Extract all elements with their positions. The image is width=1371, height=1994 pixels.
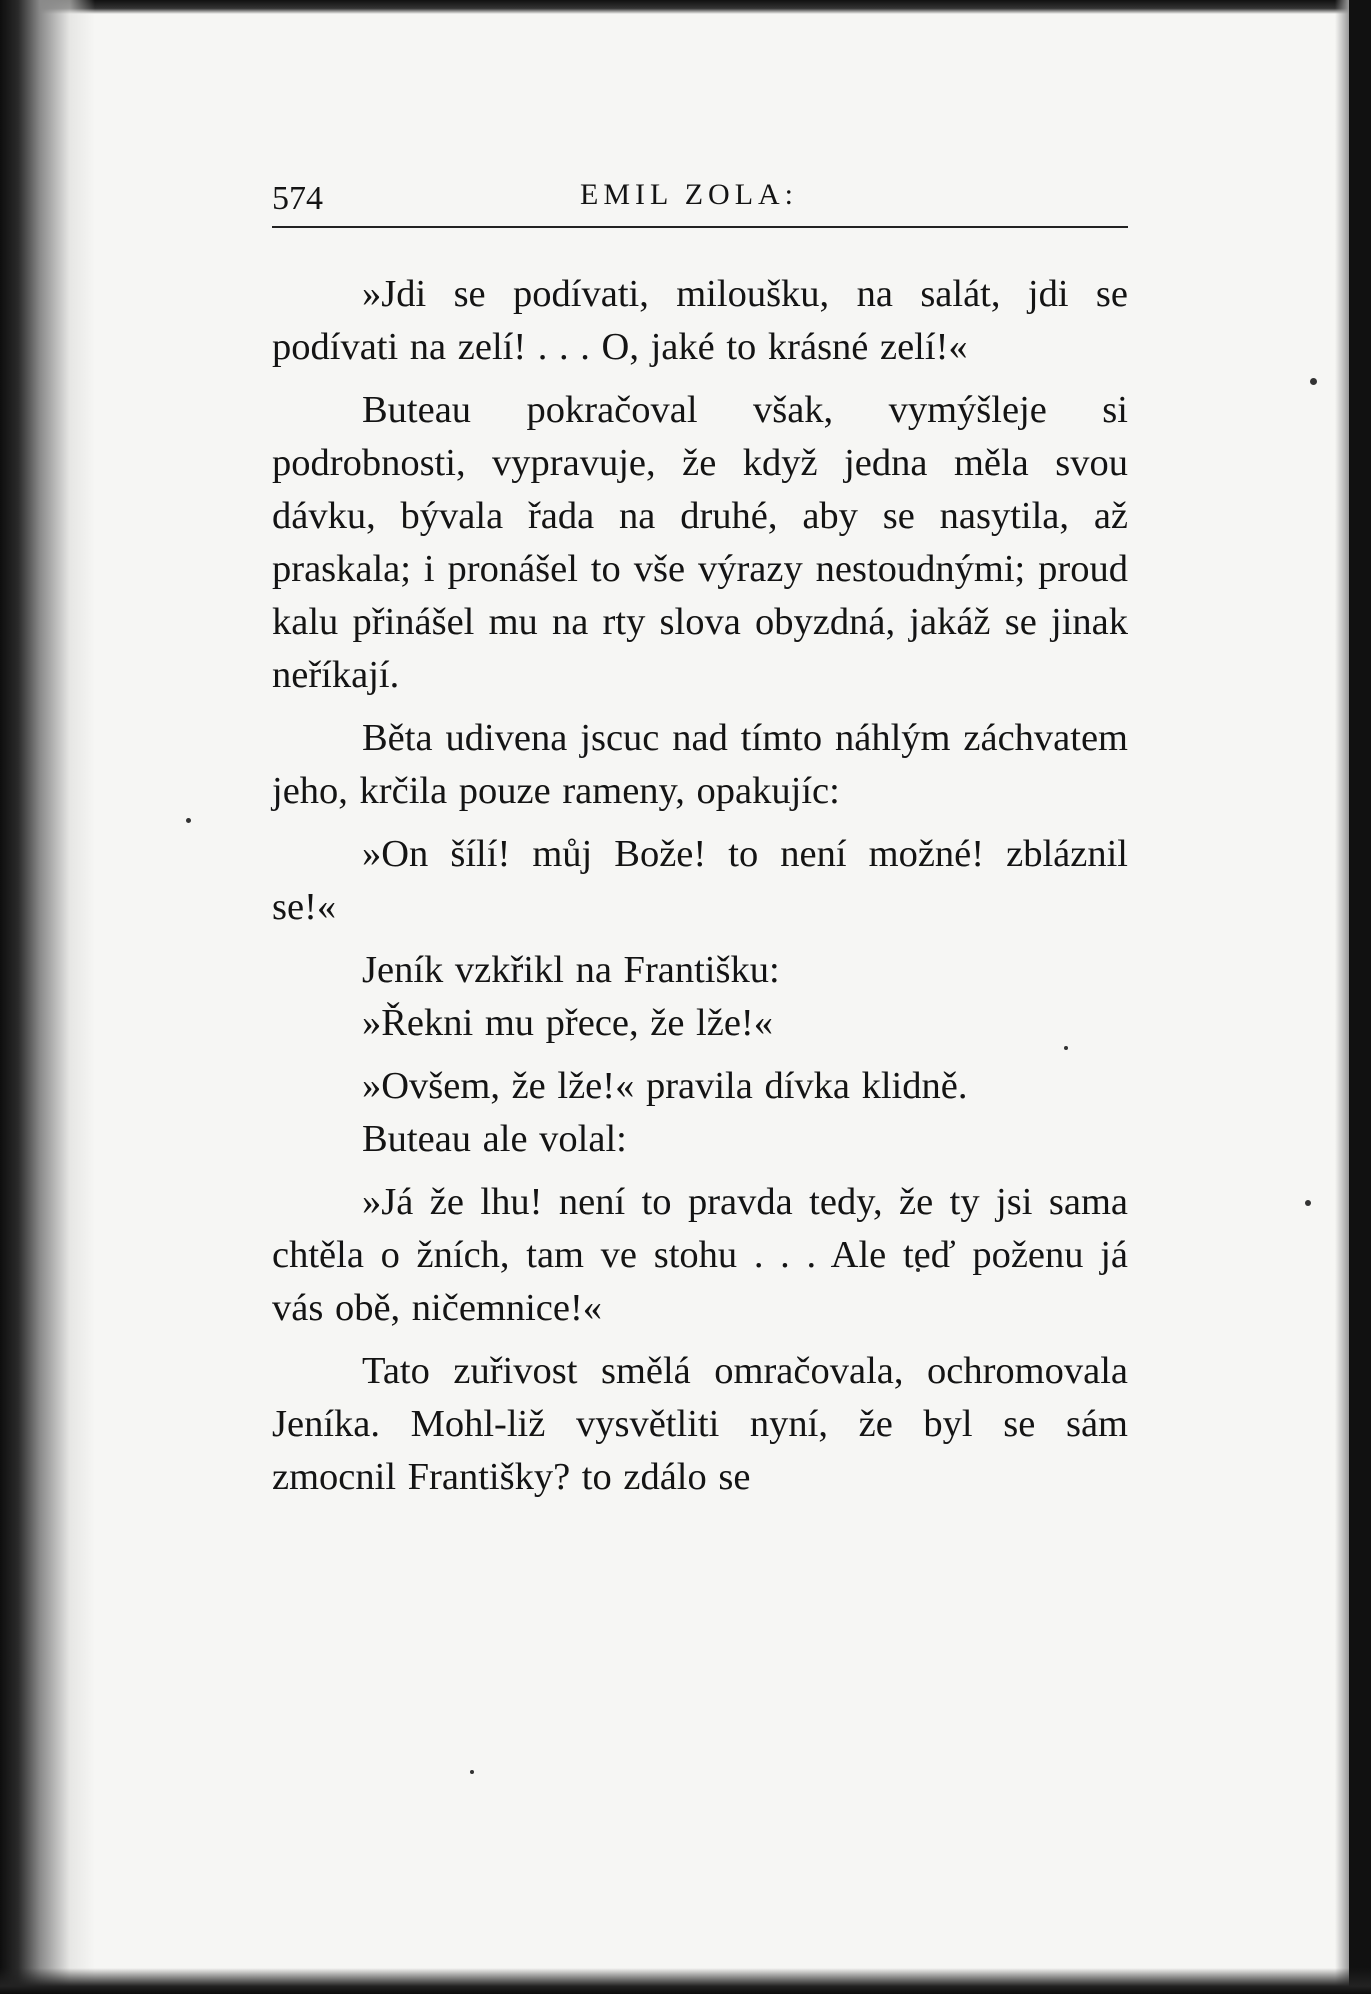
scan-edge-left [0, 0, 95, 1994]
header-title: EMIL ZOLA: [580, 178, 799, 211]
dust-speck [1305, 1200, 1311, 1206]
dust-speck [186, 818, 191, 823]
paragraph: Buteau pokračoval však, vymýšleje si podrobnosti, vypravuje, že když jedna měla svou dávku, bývala řada na druhé, aby se nasytila, až praskala; i pronášel to vše výrazy nestoudnými; proud kalu přinášel mu na rty slova obyzdná, jakáž se jinak neříkají. [272, 389, 1128, 696]
scan-edge-right [1349, 0, 1371, 1994]
paragraph: »Ovšem, že lže!« pravila dívka klidně. [362, 1065, 968, 1107]
page-number: 574 [272, 180, 323, 217]
paragraph: »Řekni mu přece, že lže!« [362, 1002, 773, 1044]
dust-speck [1310, 378, 1317, 385]
running-header [272, 170, 1128, 228]
paragraph: Buteau ale volal: [362, 1118, 627, 1160]
paragraph: Jeník vzkřikl na Františku: [362, 949, 780, 991]
paragraph: Běta udivena jscuc nad tímto náhlým záchvatem jeho, krčila pouze rameny, opakujíc: [272, 717, 1128, 812]
paragraph: »Já že lhu! není to pravda tedy, že ty jsi sama chtěla o žních, tam ve stohu . . . Ale teď poženu já vás obě, ničemnice!« [272, 1181, 1128, 1329]
dust-speck [470, 1770, 474, 1774]
paragraph: »On šílí! můj Bože! to není možné! zbláznil se!« [272, 833, 1128, 928]
scan-edge-right-shade [1335, 0, 1349, 1994]
paragraph: »Jdi se podívati, miloušku, na salát, jdi se podívati na zelí! . . . O, jaké to krásné zelí!« [272, 273, 1128, 368]
paragraph: Tato zuřivost smělá omračovala, ochromovala Jeníka. Mohl-liž vysvětliti nyní, že byl se sám zmocnil Františky? to zdálo se [272, 1350, 1128, 1498]
scan-edge-top [0, 0, 1371, 14]
scan-edge-bottom [0, 1968, 1371, 1994]
page-body [272, 268, 1128, 1504]
book-page [272, 170, 1128, 1514]
